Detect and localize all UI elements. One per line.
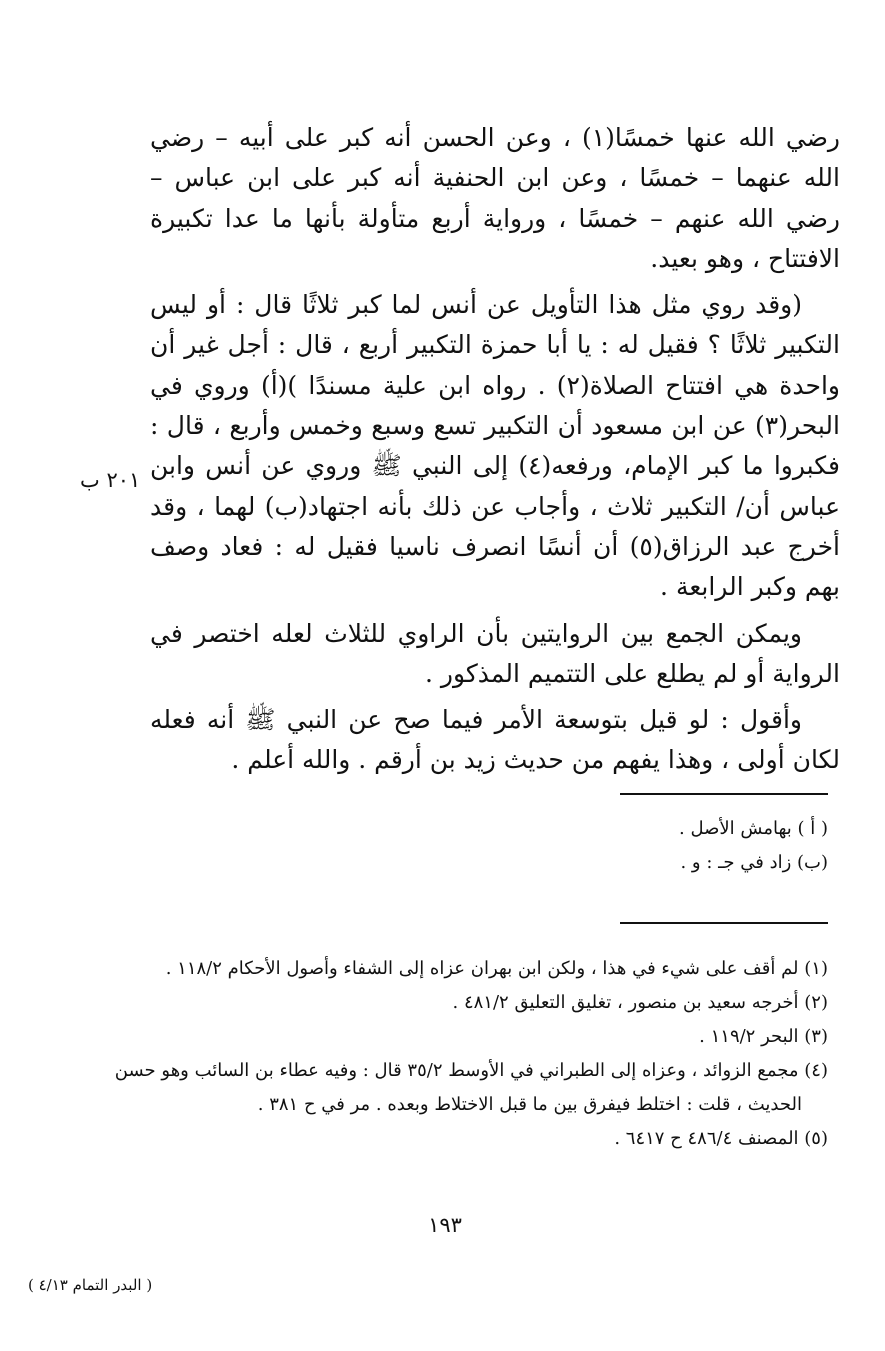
- variant-note: ( أ ) بهامش الأصل .: [679, 818, 828, 839]
- variant-notes: [150, 812, 828, 880]
- footnote-continuation: الحديث ، قلت : اختلط فيفرق بين ما قبل الاختلاط وبعده . مر في ح ٣٨١ .: [257, 1094, 802, 1115]
- footnote: (٣) البحر ١١٩/٢ .: [699, 1026, 828, 1047]
- footnote: (٥) المصنف ٤٨٦/٤ ح ٦٤١٧ .: [614, 1128, 828, 1149]
- paragraph-1: رضي الله عنها خمسًا(١) ، وعن الحسن أنه كبر على أبيه – رضي الله عنهما – خمسًا ، وعن ابن الحنفية أنه كبر على ابن عباس – رضي الله عنهم – خمسًا ، ورواية أربع متأولة بأنها ما عدا تكبيرة الافتتاح ، وهو بعيد.: [150, 123, 840, 273]
- variant-notes-divider: [620, 793, 828, 795]
- footnote: (٤) مجمع الزوائد ، وعزاه إلى الطبراني في الأوسط ٣٥/٢ قال : وفيه عطاء بن السائب وهو حسن: [114, 1060, 828, 1081]
- footnote: (١) لم أقف على شيء في هذا ، ولكن ابن بهران عزاه إلى الشفاء وأصول الأحكام ١١٨/٢ .: [165, 958, 828, 979]
- signature-mark: ( البدر التمام ٤/١٣ ): [28, 1276, 153, 1294]
- paragraph-3: ويمكن الجمع بين الروايتين بأن الراوي للثلاث لعله اختصر في الرواية أو لم يطلع على التتميم المذكور .: [150, 618, 840, 688]
- paragraph-2: (وقد روي مثل هذا التأويل عن أنس لما كبر ثلاثًا قال : أو ليس التكبير ثلاثًا ؟ فقيل له : يا أبا حمزة التكبير أربع ، قال : أجل غير أن واحدة هي افتتاح الصلاة(٢) . رواه ابن علية مسندًا )(أ) وروي في البحر(٣) عن ابن مسعود أن التكبير تسع وسبع وخمس وأربع ، قال : فكبروا ما كبر الإمام، ورفعه(٤) إلى النبي ﷺ وروي عن أنس وابن عباس أن/ التكبير ثلاث ، وأجاب عن ذلك بأنه اجتهاد(ب) لهما ، وقد أخرج عبد الرزاق(٥) أن أنسًا انصرف ناسيا فقيل له : فعاد وصف بهم وكبر الرابعة .: [150, 290, 841, 602]
- footnote: (٢) أخرجه سعيد بن منصور ، تغليق التعليق ٤٨١/٢ .: [452, 992, 828, 1013]
- page-number: ١٩٣: [428, 1213, 462, 1237]
- footnotes-divider: [620, 922, 828, 924]
- manuscript-folio-marker: ٢٠١ ب: [80, 468, 141, 492]
- variant-note: (ب) زاد في جـ : و .: [680, 852, 828, 873]
- main-text: [150, 118, 840, 781]
- paragraph-4: وأقول : لو قيل بتوسعة الأمر فيما صح عن النبي ﷺ أنه فعله لكان أولى ، وهذا يفهم من حديث زيد بن أرقم . والله أعلم .: [150, 705, 840, 775]
- footnotes: [114, 952, 828, 1156]
